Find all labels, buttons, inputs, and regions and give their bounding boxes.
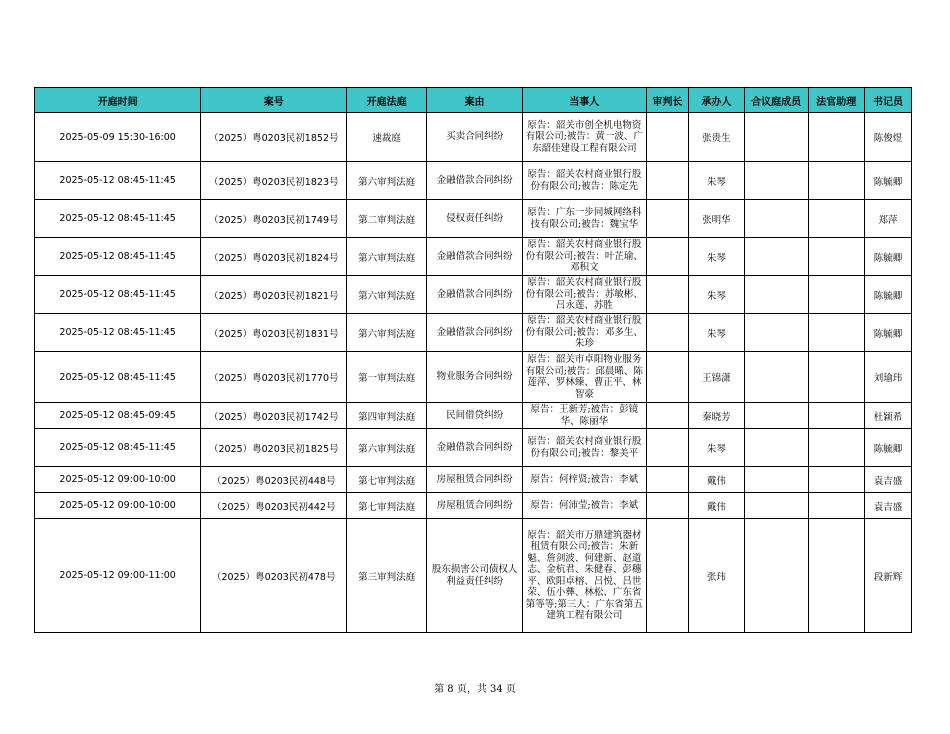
cell-court: 速裁庭: [347, 113, 427, 162]
cell-case-no: （2025）粤0203民初1825号: [201, 429, 347, 467]
cell-reason: 侵权责任纠纷: [427, 200, 523, 238]
table-row: [35, 493, 912, 519]
cell-assistant: [808, 467, 864, 493]
cell-clerk: 袁吉盛: [865, 493, 912, 519]
cell-case-no: （2025）粤0203民初448号: [201, 467, 347, 493]
cell-time: 2025-05-12 08:45-11:45: [35, 429, 201, 467]
cell-case-no: （2025）粤0203民初478号: [201, 519, 347, 633]
table-row: [35, 519, 912, 633]
cell-clerk: 段新辉: [865, 519, 912, 633]
cell-time: 2025-05-12 08:45-11:45: [35, 200, 201, 238]
cell-judge: 秦晓芳: [689, 403, 744, 429]
cell-chief: [646, 429, 689, 467]
header-parties: 当事人: [523, 88, 647, 113]
cell-panel: [744, 200, 808, 238]
table-row: [35, 429, 912, 467]
cell-case-no: （2025）粤0203民初1831号: [201, 314, 347, 352]
cell-clerk: 陈毓卿: [865, 314, 912, 352]
cell-assistant: [808, 314, 864, 352]
cell-assistant: [808, 493, 864, 519]
cell-panel: [744, 429, 808, 467]
cell-clerk: 陈毓卿: [865, 238, 912, 276]
cell-reason: 金融借款合同纠纷: [427, 314, 523, 352]
cell-panel: [744, 276, 808, 314]
cell-court: 第六审判法庭: [347, 276, 427, 314]
cell-case-no: （2025）粤0203民初442号: [201, 493, 347, 519]
header-judge: 承办人: [689, 88, 744, 113]
cell-court: 第七审判法庭: [347, 467, 427, 493]
cell-time: 2025-05-12 09:00-10:00: [35, 493, 201, 519]
cell-panel: [744, 493, 808, 519]
table-row: [35, 276, 912, 314]
header-row: [35, 88, 912, 113]
cell-judge: 朱琴: [689, 276, 744, 314]
cell-case-no: （2025）粤0203民初1770号: [201, 352, 347, 403]
cell-judge: 朱琴: [689, 314, 744, 352]
cell-chief: [646, 276, 689, 314]
cell-court: 第二审判法庭: [347, 200, 427, 238]
cell-chief: [646, 403, 689, 429]
cell-assistant: [808, 403, 864, 429]
cell-court: 第一审判法庭: [347, 352, 427, 403]
cell-judge: 戴伟: [689, 493, 744, 519]
cell-parties: 原告：韶关农村商业银行股份有限公司;被告：邓多生、朱珍: [523, 314, 647, 352]
cell-reason: 物业服务合同纠纷: [427, 352, 523, 403]
cell-court: 第六审判法庭: [347, 429, 427, 467]
cell-time: 2025-05-12 09:00-10:00: [35, 467, 201, 493]
cell-case-no: （2025）粤0203民初1742号: [201, 403, 347, 429]
cell-assistant: [808, 276, 864, 314]
cell-panel: [744, 403, 808, 429]
cell-parties: 原告：韶关市万鼎建筑器材租赁有限公司;被告：朱新魁、詹剑波、何建新、赵道志、金杭君、朱健春、彭穗平、欧阳卓榕、吕悦、吕世荣、伍小彝、林松、广东省第等等;第三人：广东省第五建筑工程有限公司: [523, 519, 647, 633]
header-reason: 案由: [427, 88, 523, 113]
cell-court: 第六审判法庭: [347, 238, 427, 276]
cell-panel: [744, 162, 808, 200]
cell-time: 2025-05-12 08:45-11:45: [35, 314, 201, 352]
cell-chief: [646, 314, 689, 352]
cell-assistant: [808, 352, 864, 403]
cell-reason: 买卖合同纠纷: [427, 113, 523, 162]
header-chief: 审判长: [646, 88, 689, 113]
table-row: [35, 238, 912, 276]
cell-clerk: 陈毓卿: [865, 162, 912, 200]
cell-parties: 原告：韶关农村商业银行股份有限公司;被告：苏敏彬、吕永莲、苏胜: [523, 276, 647, 314]
cell-panel: [744, 467, 808, 493]
cell-time: 2025-05-12 08:45-11:45: [35, 238, 201, 276]
cell-chief: [646, 113, 689, 162]
cell-reason: 金融借款合同纠纷: [427, 276, 523, 314]
cell-parties: 原告：韶关市卓阳物业服务有限公司;被告：邱晨晞、陈莲萍、罗林臻、曹正平、林智豪: [523, 352, 647, 403]
cell-case-no: （2025）粤0203民初1749号: [201, 200, 347, 238]
cell-panel: [744, 519, 808, 633]
cell-reason: 股东损害公司债权人利益责任纠纷: [427, 519, 523, 633]
cell-clerk: 陈俊煜: [865, 113, 912, 162]
cell-case-no: （2025）粤0203民初1823号: [201, 162, 347, 200]
header-case-no: 案号: [201, 88, 347, 113]
table-row: [35, 314, 912, 352]
cell-parties: 原告：韶关市创全机电物资有限公司;被告：黄一波、广东韶佳建设工程有限公司: [523, 113, 647, 162]
cell-assistant: [808, 429, 864, 467]
cell-chief: [646, 162, 689, 200]
cell-assistant: [808, 200, 864, 238]
header-clerk: 书记员: [865, 88, 912, 113]
cell-panel: [744, 314, 808, 352]
cell-assistant: [808, 519, 864, 633]
cell-parties: 原告：何沛莹;被告：李斌: [523, 493, 647, 519]
header-court: 开庭法庭: [347, 88, 427, 113]
cell-chief: [646, 352, 689, 403]
hearing-schedule-table: [34, 87, 912, 633]
table-row: [35, 467, 912, 493]
cell-judge: 张明华: [689, 200, 744, 238]
cell-clerk: 陈毓卿: [865, 429, 912, 467]
table-row: [35, 113, 912, 162]
cell-reason: 金融借款合同纠纷: [427, 238, 523, 276]
cell-parties: 原告：韶关农村商业银行股份有限公司;被告：黎美平: [523, 429, 647, 467]
cell-chief: [646, 493, 689, 519]
cell-court: 第六审判法庭: [347, 314, 427, 352]
cell-parties: 原告：广东一步同城网络科技有限公司;被告：魏宝华: [523, 200, 647, 238]
table-row: [35, 352, 912, 403]
cell-time: 2025-05-12 08:45-11:45: [35, 352, 201, 403]
cell-judge: 朱琴: [689, 162, 744, 200]
cell-panel: [744, 113, 808, 162]
cell-reason: 民间借贷纠纷: [427, 403, 523, 429]
cell-court: 第四审判法庭: [347, 403, 427, 429]
cell-reason: 房屋租赁合同纠纷: [427, 467, 523, 493]
cell-time: 2025-05-12 08:45-11:45: [35, 162, 201, 200]
cell-assistant: [808, 238, 864, 276]
cell-reason: 金融借款合同纠纷: [427, 429, 523, 467]
header-assistant: 法官助理: [808, 88, 864, 113]
table-row: [35, 162, 912, 200]
cell-judge: 朱琴: [689, 429, 744, 467]
cell-time: 2025-05-12 08:45-11:45: [35, 276, 201, 314]
cell-clerk: 刘瑜玮: [865, 352, 912, 403]
cell-judge: 王锦潇: [689, 352, 744, 403]
table-row: [35, 200, 912, 238]
cell-clerk: 杜颖希: [865, 403, 912, 429]
table-row: [35, 403, 912, 429]
cell-time: 2025-05-12 09:00-11:00: [35, 519, 201, 633]
header-time: 开庭时间: [35, 88, 201, 113]
cell-parties: 原告：何梓贤;被告：李斌: [523, 467, 647, 493]
cell-reason: 房屋租赁合同纠纷: [427, 493, 523, 519]
cell-chief: [646, 519, 689, 633]
cell-case-no: （2025）粤0203民初1852号: [201, 113, 347, 162]
header-panel: 合议庭成员: [744, 88, 808, 113]
cell-parties: 原告：王新芳;被告：彭镜华、陈丽华: [523, 403, 647, 429]
cell-court: 第七审判法庭: [347, 493, 427, 519]
cell-panel: [744, 352, 808, 403]
cell-time: 2025-05-12 08:45-09:45: [35, 403, 201, 429]
cell-panel: [744, 238, 808, 276]
cell-assistant: [808, 113, 864, 162]
cell-assistant: [808, 162, 864, 200]
cell-judge: 张玮: [689, 519, 744, 633]
cell-court: 第三审判法庭: [347, 519, 427, 633]
cell-clerk: 郑萍: [865, 200, 912, 238]
cell-clerk: 袁吉盛: [865, 467, 912, 493]
cell-time: 2025-05-09 15:30-16:00: [35, 113, 201, 162]
cell-court: 第六审判法庭: [347, 162, 427, 200]
cell-parties: 原告：韶关农村商业银行股份有限公司;被告：陈定先: [523, 162, 647, 200]
cell-chief: [646, 467, 689, 493]
cell-judge: 戴伟: [689, 467, 744, 493]
cell-chief: [646, 200, 689, 238]
cell-clerk: 陈毓卿: [865, 276, 912, 314]
cell-parties: 原告：韶关农村商业银行股份有限公司;被告：叶芷瑜、邓积文: [523, 238, 647, 276]
page-footer: 第 8 页，共 34 页: [434, 684, 516, 695]
cell-reason: 金融借款合同纠纷: [427, 162, 523, 200]
cell-case-no: （2025）粤0203民初1824号: [201, 238, 347, 276]
cell-case-no: （2025）粤0203民初1821号: [201, 276, 347, 314]
cell-judge: 张贵生: [689, 113, 744, 162]
cell-judge: 朱琴: [689, 238, 744, 276]
cell-chief: [646, 238, 689, 276]
